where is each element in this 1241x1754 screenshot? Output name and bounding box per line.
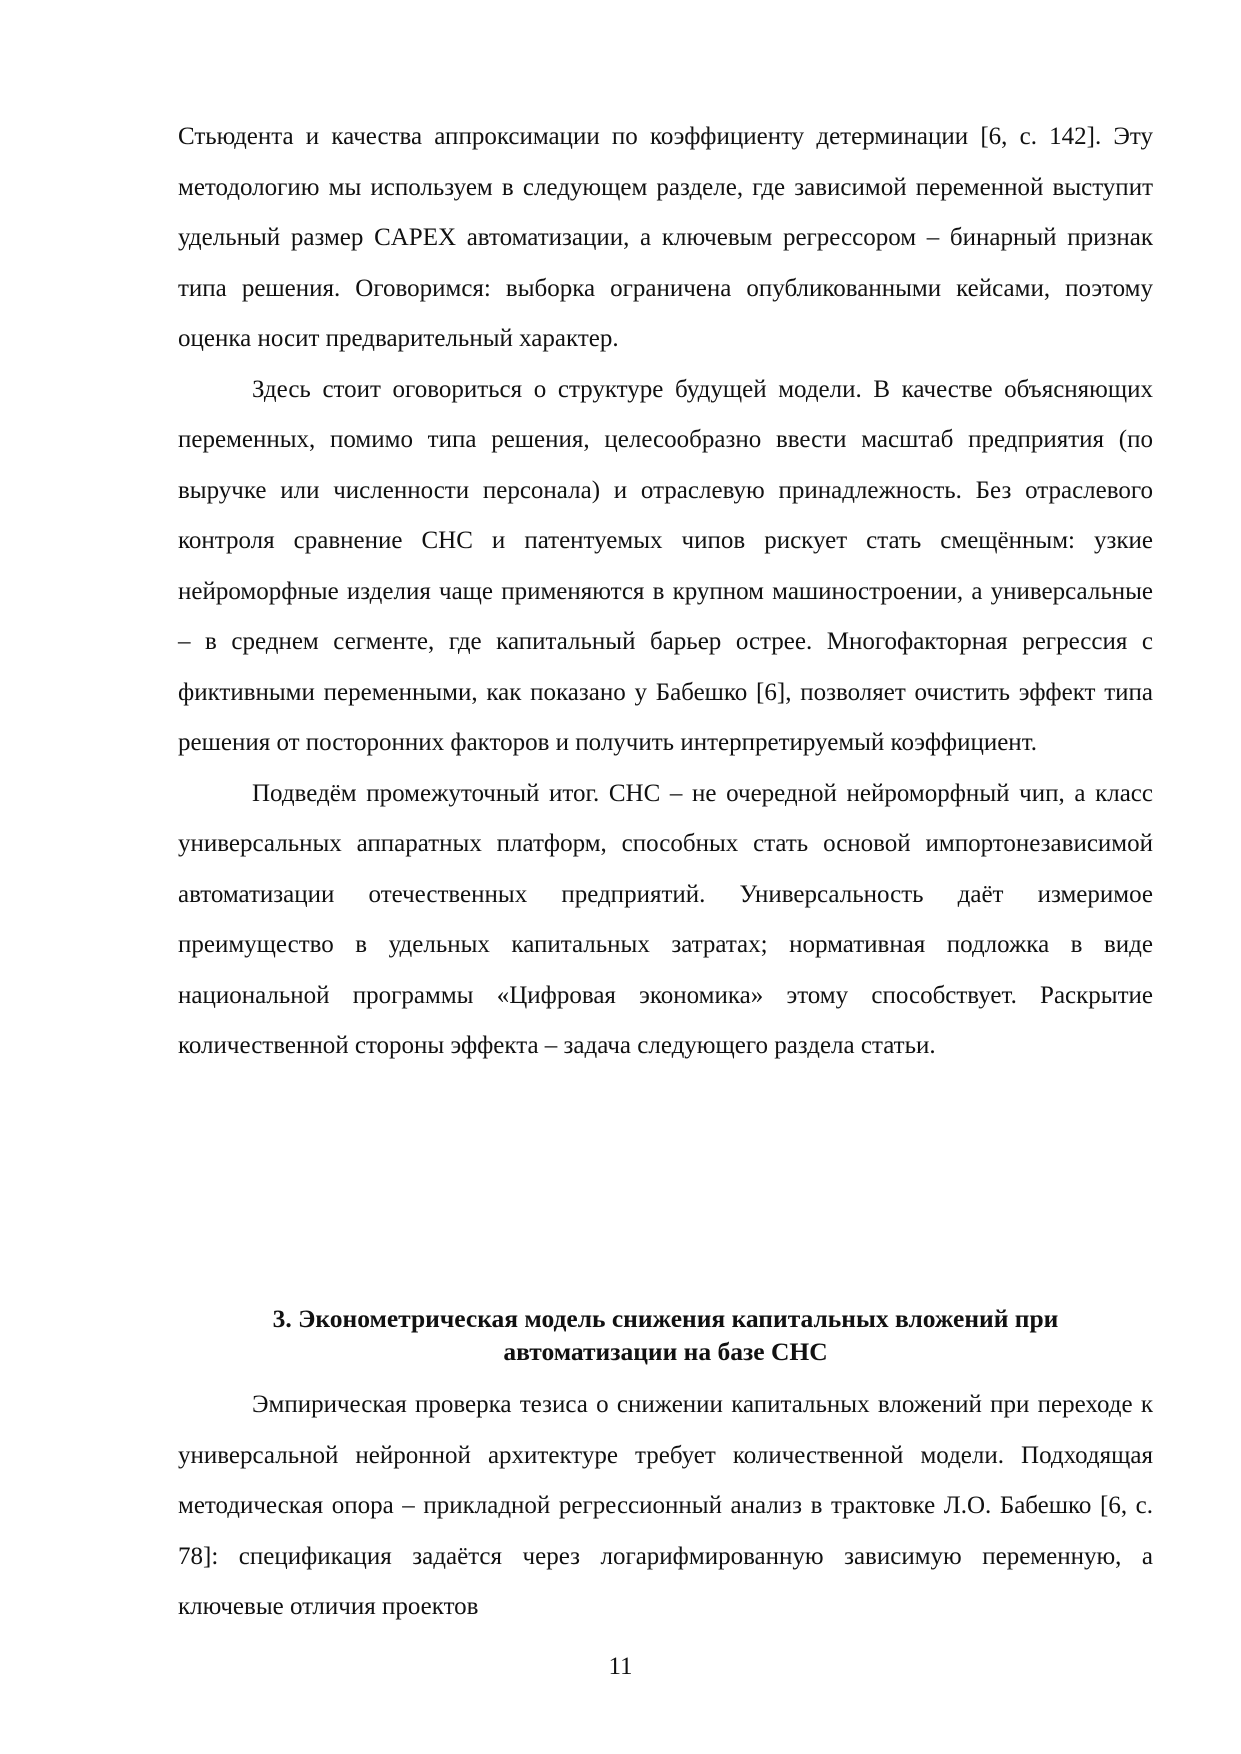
body-text-after-heading: [178, 1380, 1153, 1633]
body-text-before-heading: [178, 112, 1153, 1072]
paragraph-model-structure: Здесь стоит оговориться о структуре будущей модели. В качестве объясняющих переменных, помимо типа решения, целесообразно ввести масштаб предприятия (по выручке или численности персонала) и отраслевую принадлежность. Без отраслевого контроля сравнение СНС и патентуемых чипов рискует стать смещённым: узкие нейроморфные изделия чаще применяются в крупном машиностроении, а универсальные – в среднем сегменте, где капитальный барьер острее. Многофакторная регрессия с фиктивными переменными, как показано у Бабешко [6], позволяет очистить эффект типа решения от посторонних факторов и получить интерпретируемый коэффициент.: [178, 375, 1153, 756]
section-heading: [178, 1302, 1153, 1368]
paragraph-interim-summary: Подведём промежуточный итог. СНС – не очередной нейроморфный чип, а класс универсальных аппаратных платформ, способных стать основой импортонезависимой автоматизации отечественных предприятий. Универсальность даёт измеримое преимущество в удельных капитальных затратах; нормативная подложка в виде национальной программы «Цифровая экономика» этому способствует. Раскрытие количественной стороны эффекта – задача следующего раздела статьи.: [178, 779, 1153, 1059]
section-heading-line-2: автоматизации на базе СНС: [503, 1337, 828, 1366]
section-heading-line-1: 3. Эконометрическая модель снижения капитальных вложений при: [272, 1304, 1059, 1333]
paragraph-empirical-check: Эмпирическая проверка тезиса о снижении капитальных вложений при переходе к универсальной нейронной архитектуре требует количественной модели. Подходящая методическая опора – прикладной регрессионный анализ в трактовке Л.О. Бабешко [6, с. 78]: спецификация задаётся через логарифмированную зависимую переменную, а ключевые отличия проектов: [178, 1391, 1153, 1620]
page-number: 11: [608, 1653, 633, 1680]
paragraph-continuation: Стьюдента и качества аппроксимации по коэффициенту детерминации [6, с. 142]. Эту методологию мы используем в следующем разделе, где зависимой переменной выступит удельный размер CAPEX автоматизации, а ключевым регрессором – бинарный признак типа решения. Оговоримся: выборка ограничена опубликованными кейсами, поэтому оценка носит предварительный характер.: [178, 123, 1153, 352]
